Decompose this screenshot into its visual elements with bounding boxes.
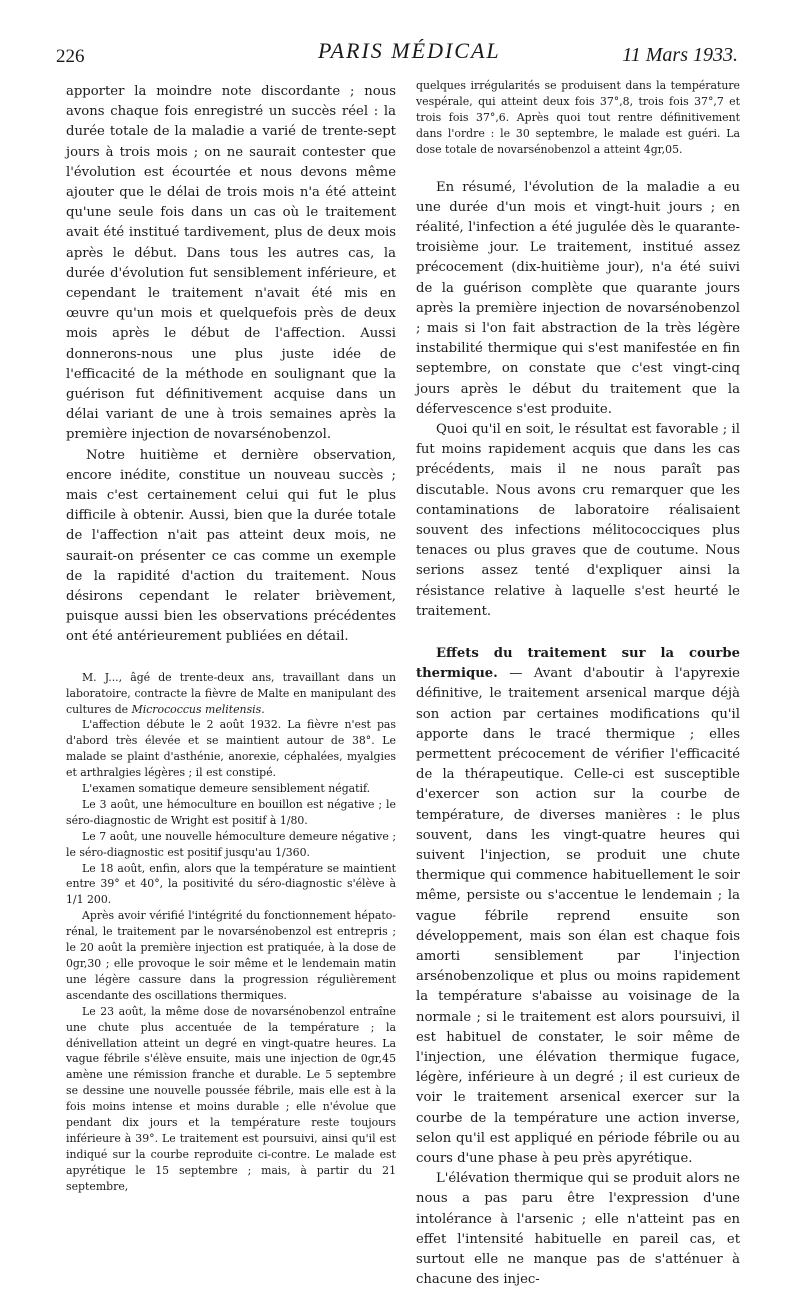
left-column — [66, 82, 396, 1195]
observation-paragraph: Le 23 août, la même dose de novarsénobenzol entraîne une chute plus accentuée de la température ; la dénivellation atteint un degré en vingt-quatre heures. La vague fébrile s'élève ensuite, mais une injection de 0gr,45 amène une rémission franche et durable. Le 5 septembre se dessine une nouvelle poussée fébrile, mais elle est à la fois moins intense et moins durable ; elle n'évolue que pendant dix jours et la température reste toujours inférieure à 39°. Le traitement est poursuivi, ainsi qu'il est indiqué sur la courbe reproduite ci-contre. Le malade est apyrétique le 15 septembre ; mais, à partir du 21 septembre, — [66, 1004, 396, 1193]
paragraph: apporter la moindre note discordante ; nous avons chaque fois enregistré un succès réel : la durée totale de la maladie a varié de trente-sept jours à trois mois ; on ne saurait contester que l'évolution est écourtée et nous devons même ajouter que le délai de trois mois n'a été atteint qu'une seule fois dans un cas où le traitement avait été institué tardivement, plus de deux mois après le début. Dans tous les autres cas, la durée d'évolution fut sensiblement inférieure, et cependant le traitement n'avait été mis en œuvre qu'un mois et quelquefois près de deux mois après le début de l'affection. Aussi donnerons-nous une plus juste idée de l'efficacité de la méthode en soulignant que la guérison fut définitivement acquise dans un délai variant de une à trois semaines après la première injection de novarsénobenzol. — [66, 84, 396, 443]
spacer — [416, 622, 740, 644]
section-text: — Avant d'aboutir à l'apyrexie définitive, le traitement arsenical marque déjà son action par certaines modifications qu'il apporte dans le tracé thermique ; elles permettent précocement de vérifier l'efficacité de la thérapeutique. Celle-ci est susceptible d'exercer son action sur la courbe de température, de diverses manières : le plus souvent, dans les vingt-quatre heures qui suivent l'injection, se produit une chute thermique qui commence habituellement le soir même, persiste ou s'accentue le lendemain ; la vague fébrile reprend ensuite son développement, mais son élan est chaque fois amorti sensiblement par l'injection arsénobenzolique et plus ou moins rapidement la température s'abaisse au voisinage de la normale ; si le traitement est alors poursuivi, il est habituel de constater, le soir même de l'injection, une élévation thermique fugace, légère, inférieure à un degré ; il est curieux de voir le traitement arsenical exercer sur la courbe de la température une action inverse, selon qu'il est appliqué en période fébrile ou au cours d'une phase à peu près apyrétique. — [416, 666, 740, 1167]
issue-date: 11 Mars 1933. — [622, 44, 738, 66]
paragraph: Notre huitième et dernière observation, encore inédite, constitue un nouveau succès ; mais c'est certainement celui qui fut le plus difficile à obtenir. Aussi, bien que la durée totale de l'affection n'ait pas atteint deux mois, ne saurait-on présenter ce cas comme un exemple de la rapidité d'action du traitement. Nous désirons cependant le relater brièvement, puisque aussi bien les observations précédentes ont été antérieurement publiées en détail. — [66, 447, 396, 645]
observation-paragraph: Le 18 août, enfin, alors que la température se maintient entre 39° et 40°, la positivité du séro-diagnostic s'élève à 1/1 200. — [66, 861, 396, 907]
spacer — [66, 648, 396, 670]
page-number: 226 — [56, 46, 85, 67]
section-paragraph — [416, 644, 740, 1169]
observation-intro-text: M. J..., âgé de trente-deux ans, travaillant dans un laboratoire, contracte la fièvre de Malte en manipulant des cultures de — [66, 670, 396, 716]
paragraph: Quoi qu'il en soit, le résultat est favorable ; il fut moins rapidement acquis que dans les cas précédents, mais il ne nous paraît pas discutable. Nous avons cru remarquer que les contaminations de laboratoire réalisaient souvent des infections mélitococciques plus tenaces ou plus graves que de coutume. Nous serions assez tenté d'expliquer ainsi la résistance relative à laquelle s'est heurté le traitement. — [416, 421, 740, 619]
observation-intro — [66, 670, 396, 718]
paragraph: En résumé, l'évolution de la maladie a eu une durée d'un mois et vingt-huit jours ; en réalité, l'infection a été jugulée dès le quarante-troisième jour. Le traitement, institué assez précocement (dix-huitième jour), n'a été suivi de la guérison complète que quarante jours après la première injection de novarsénobenzol ; mais si l'on fait abstraction de la très légère instabilité thermique qui s'est manifestée en fin septembre, on constate que c'est vingt-cinq jours après le début du traitement que la défervescence s'est produite. — [416, 179, 740, 417]
section-heading: Effets du traitement sur la courbe thermique. — [416, 646, 740, 682]
right-column — [416, 78, 740, 1291]
observation-paragraph: Le 7 août, une nouvelle hémoculture demeure négative ; le séro-diagnostic est positif jusqu'au 1/360. — [66, 829, 396, 859]
observation-continuation: quelques irrégularités se produisent dans la température vespérale, qui atteint deux fois 37°,8, trois fois 37°,7 et trois fois 37°,6. Après quoi tout rentre définitivement dans l'ordre : le 30 septembre, le malade est guéri. La dose totale de novarsénobenzol a atteint 4gr,05. — [416, 79, 740, 156]
observation-paragraph: Après avoir vérifié l'intégrité du fonctionnement hépato-rénal, le traitement par le novarsénobenzol est entrepris ; le 20 août la première injection est pratiquée, à la dose de 0gr,30 ; elle provoque le soir même et le lendemain matin une légère cassure dans la progression régulièrement ascendante des oscillations thermiques. — [66, 909, 396, 1002]
observation-paragraph: Le 3 août, une hémoculture en bouillon est négative ; le séro-diagnostic de Wright est positif à 1/80. — [66, 797, 396, 827]
spacer — [416, 158, 740, 178]
observation-paragraph: L'affection débute le 2 août 1932. La fièvre n'est pas d'abord très élevée et se maintient autour de 38°. Le malade se plaint d'asthénie, anorexie, céphalées, myalgies et arthralgies légères ; il est constipé. — [66, 718, 396, 780]
species-name: Micrococcus melitensis. — [131, 702, 265, 716]
paragraph: L'élévation thermique qui se produit alors ne nous a pas paru être l'expression d'une intolérance à l'arsenic ; elle n'atteint pas en effet l'intensité habituelle en pareil cas, et surtout elle ne manque pas de s'atténuer à chacune des injec- — [416, 1171, 740, 1288]
observation-paragraph: L'examen somatique demeure sensiblement négatif. — [82, 782, 371, 796]
journal-title: PARIS MÉDICAL — [318, 38, 501, 63]
